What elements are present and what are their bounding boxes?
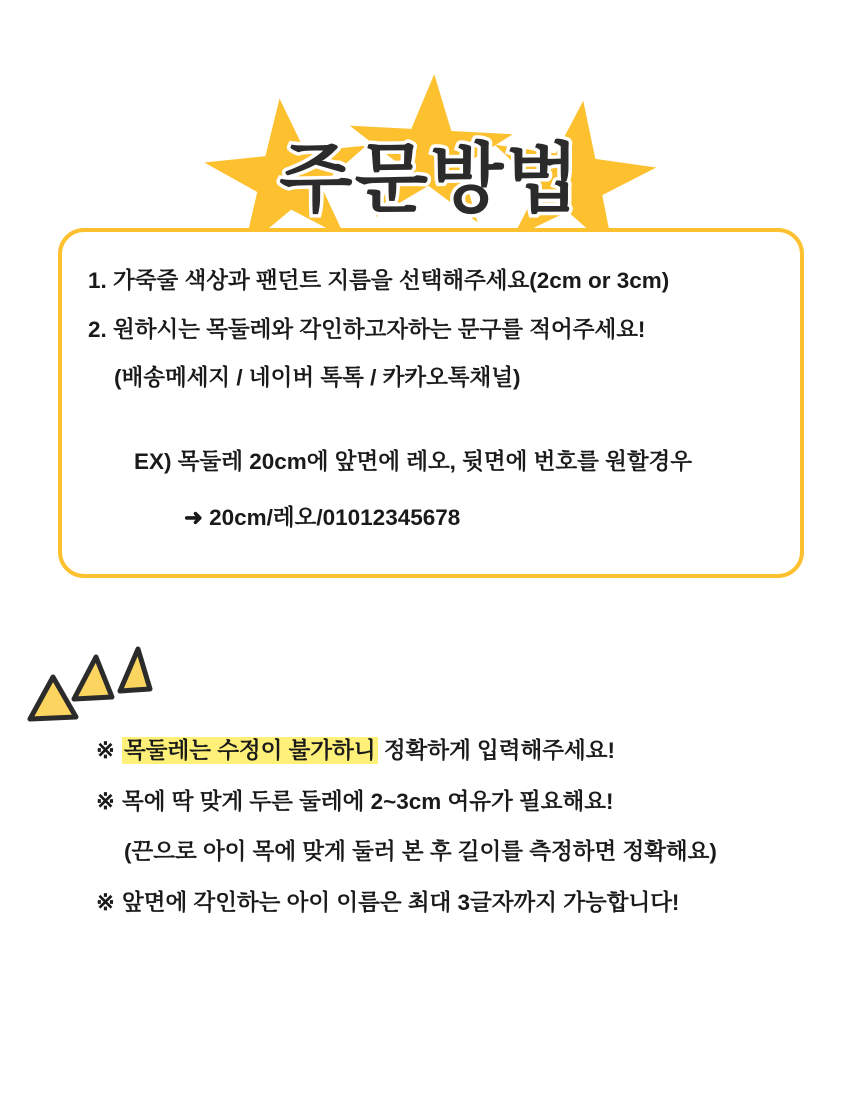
triangle-icon <box>112 645 160 697</box>
note-line-4 <box>96 889 816 915</box>
triangle-icon <box>68 653 118 705</box>
order-step-list <box>62 232 800 532</box>
note-marker: ※ <box>96 889 115 915</box>
note-text: 앞면에 각인하는 아이 이름은 최대 3글자까지 가능합니다! <box>122 889 680 915</box>
triangle-decoration-group <box>26 645 176 735</box>
notes-section <box>96 740 816 942</box>
note-line-1 <box>96 740 816 763</box>
note-line-2 <box>96 788 816 814</box>
order-step-1: 1. 가죽줄 색상과 팬던트 지름을 선택해주세요(2cm or 3cm) <box>88 268 670 293</box>
note-marker: ※ <box>96 738 115 763</box>
note-line-3: (끈으로 아이 목에 맞게 둘러 본 후 길이를 측정하면 정확해요) <box>124 839 717 864</box>
note-highlight-text: 목둘레는 수정이 불가하니 <box>124 738 376 763</box>
order-example-title: EX) 목둘레 20cm에 앞면에 레오, 뒷면에 번호를 원할경우 <box>134 448 693 474</box>
order-channels-note: (배송메세지 / 네이버 톡톡 / 카카오톡채널) <box>114 365 521 390</box>
order-step-2: 2. 원하시는 목둘레와 각인하고자하는 문구를 적어주세요! <box>88 316 646 342</box>
order-example-value: ➜ 20cm/레오/01012345678 <box>184 504 461 530</box>
note-text: 목에 딱 맞게 두른 둘레에 2~3cm 여유가 필요해요! <box>122 788 614 814</box>
order-method-box <box>58 228 804 578</box>
title-area <box>0 0 860 240</box>
page-title: 주문방법 <box>279 137 581 222</box>
note-marker: ※ <box>96 788 115 814</box>
note-rest-text: 정확하게 입력해주세요! <box>383 738 615 763</box>
